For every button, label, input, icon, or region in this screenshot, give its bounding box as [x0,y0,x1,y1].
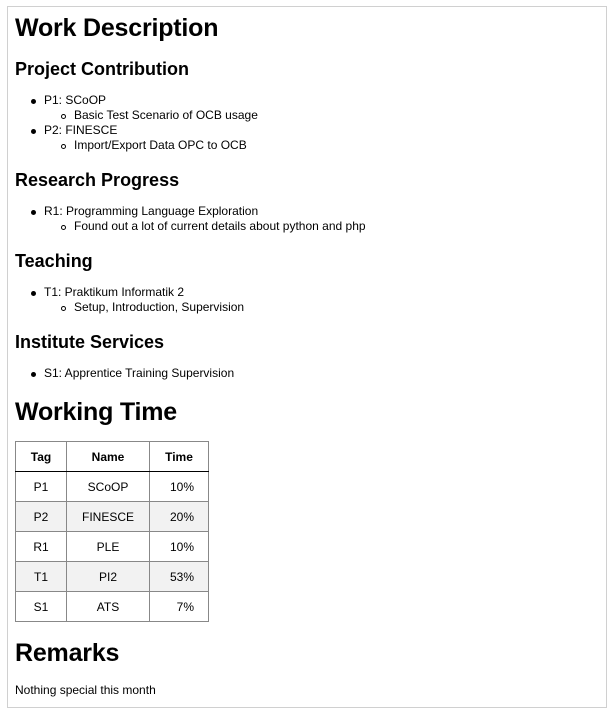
project-contribution-list [15,93,595,153]
table-row [16,562,209,592]
column-header-name: Name [67,442,150,472]
section-heading-project-contribution: Project Contribution [15,59,189,79]
table-header-row [16,442,209,472]
cell-name: ATS [67,592,150,622]
cell-time: 7% [150,592,209,622]
table-row [16,472,209,502]
research-progress-list [15,204,595,234]
list-item: R1: Programming Language Exploration [15,204,595,219]
list-item: P2: FINESCE [15,123,595,138]
list-subitem: Found out a lot of current details about python and php [15,219,595,234]
cell-tag: P1 [16,472,67,502]
section-heading-institute-services: Institute Services [15,332,165,352]
cell-name: PLE [67,532,150,562]
list-item: P1: SCoOP [15,93,595,108]
teaching-list [15,285,595,315]
cell-tag: R1 [16,532,67,562]
cell-name: SCoOP [67,472,150,502]
cell-name: PI2 [67,562,150,592]
cell-tag: T1 [16,562,67,592]
remarks-text: Nothing special this month [15,683,156,697]
cell-time: 53% [150,562,209,592]
cell-tag: P2 [16,502,67,532]
list-item: S1: Apprentice Training Supervision [15,366,595,381]
cell-time: 20% [150,502,209,532]
column-header-tag: Tag [16,442,67,472]
section-heading-research-progress: Research Progress [15,170,180,190]
cell-name: FINESCE [67,502,150,532]
working-time-heading: Working Time [15,398,177,426]
list-item: T1: Praktikum Informatik 2 [15,285,595,300]
table-row [16,592,209,622]
working-time-table [15,441,209,622]
section-heading-teaching: Teaching [15,251,93,271]
list-subitem: Import/Export Data OPC to OCB [15,138,595,153]
institute-services-list [15,366,595,381]
table-row [16,502,209,532]
page-title: Work Description [15,14,219,42]
list-subitem: Basic Test Scenario of OCB usage [15,108,595,123]
cell-time: 10% [150,532,209,562]
cell-tag: S1 [16,592,67,622]
remarks-heading: Remarks [15,639,120,667]
column-header-time: Time [150,442,209,472]
table-row [16,532,209,562]
cell-time: 10% [150,472,209,502]
list-subitem: Setup, Introduction, Supervision [15,300,595,315]
document-frame [7,6,607,708]
